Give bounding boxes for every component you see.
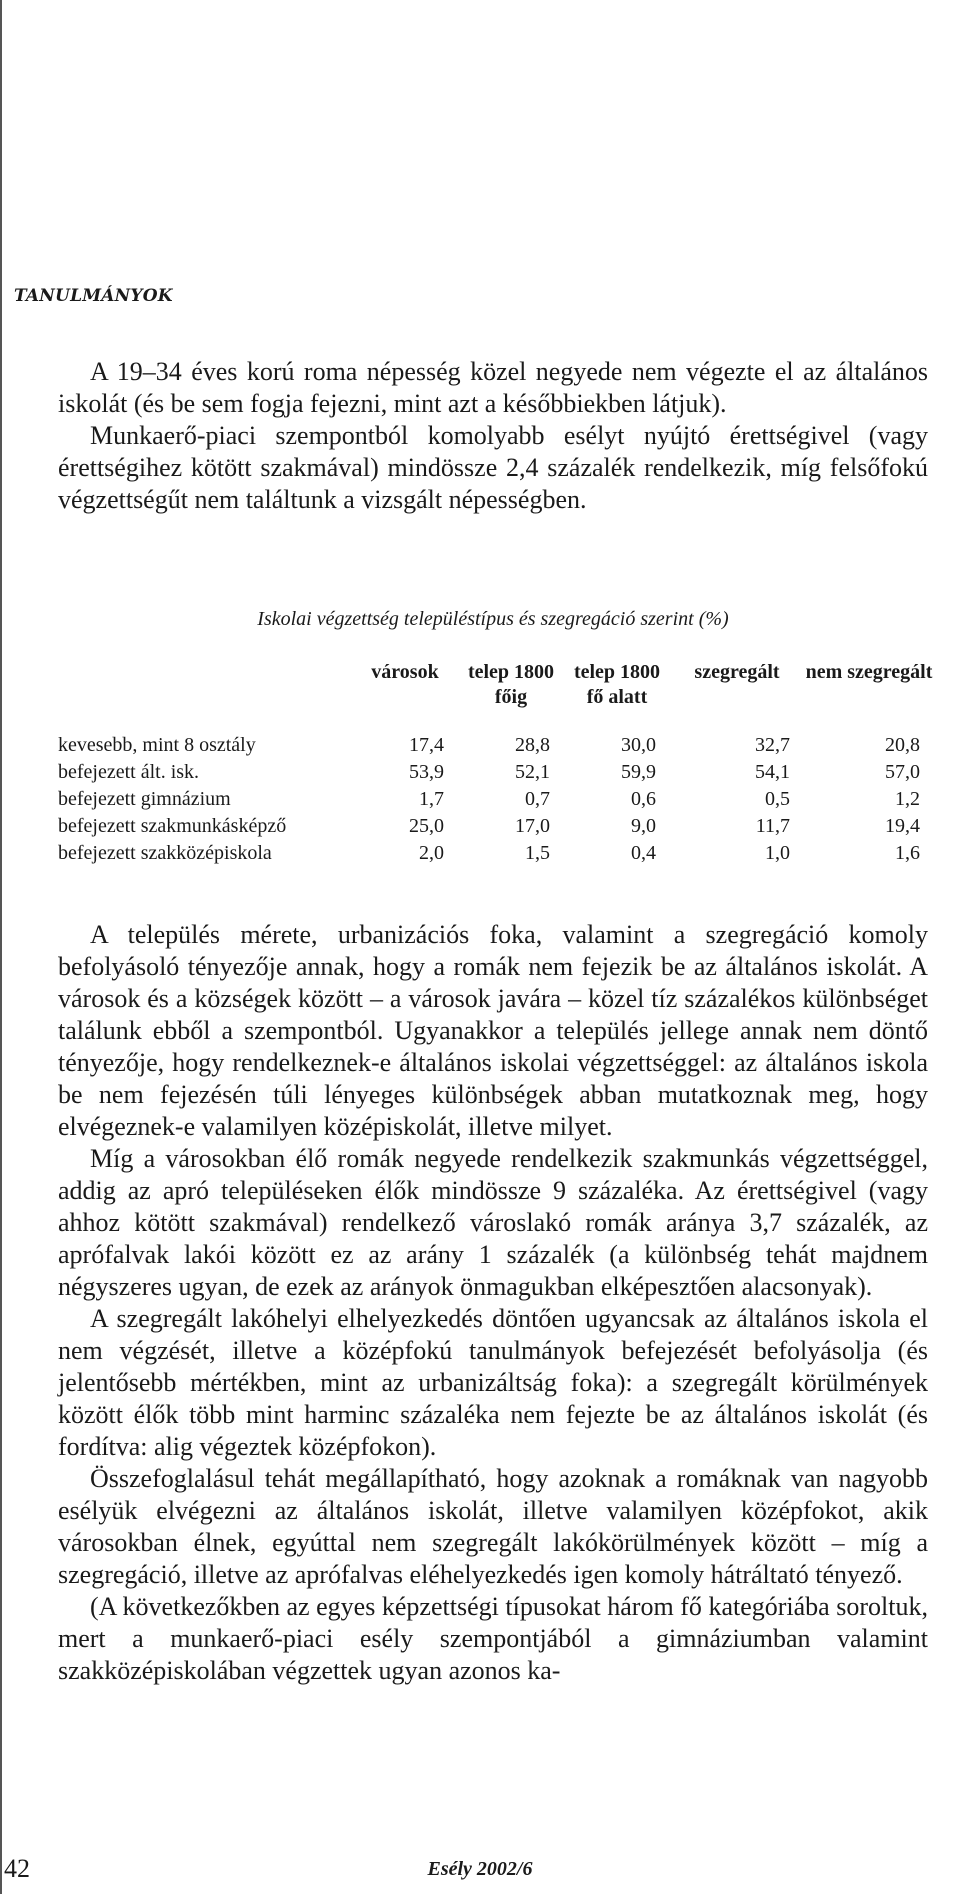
main-paragraph-2: Míg a városokban élő romák negyede rendelkezik szakmunkás végzettséggel, addig az apró településeken élők mindössze 9 százaléka. Az érettségivel (vagy ahhoz kötött szakmával) rendelkező városlakó romák aránya 3,7 százalék, az aprófalvak lakói között ez az arány 1 százalék (a különbség tehát majdnem négyszeres ugyan, de ezek az arányok önmagukban elképesztően alacsonyak).	[58, 1144, 928, 1301]
table-cell: 30,0	[621, 734, 656, 756]
table-cell: 25,0	[409, 815, 444, 837]
table-cell: 1,7	[419, 788, 444, 810]
intro-text	[58, 356, 928, 516]
table-cell: 57,0	[885, 761, 920, 783]
table-row	[58, 786, 934, 813]
intro-paragraph-1: A 19–34 éves korú roma népesség közel negyede nem végezte el az általános iskolát (és be sem fogja fejezni, mint azt a későbbiekben látjuk).	[58, 357, 928, 418]
table-cell: 0,7	[525, 788, 550, 810]
main-text	[58, 919, 928, 1687]
table-cell: 2,0	[419, 842, 444, 864]
table-row	[58, 813, 934, 840]
table-cell: 28,8	[515, 734, 550, 756]
table-header-cell: szegregált	[694, 661, 780, 683]
table-cell: 1,5	[525, 842, 550, 864]
main-paragraph-3: A szegregált lakóhelyi elhelyezkedés döntően ugyancsak az általános iskola el nem végzését, illetve a középfokú tanulmányok befejezését befolyásolja (és jelentősebb mértékben, mint az urbanizáltság foka): a szegregált körülmények között élők több mint harminc százaléka nem fejezte be az általános iskolát (és fordítva: alig végeztek középfokon).	[58, 1304, 928, 1461]
main-paragraph-5: (A következőkben az egyes képzettségi típusokat három fő kategóriába soroltuk, mert a munkaerő-piaci esély szempontjából a gimnáziumban valamint szakközépiskolában végzettek ugyan azonos ka-	[58, 1592, 928, 1685]
table-row	[58, 759, 934, 786]
journal-title: Esély 2002/6	[427, 1858, 533, 1880]
table-cell: 53,9	[409, 761, 444, 783]
table-header-cell: telep 1800 főig	[467, 661, 555, 708]
table-cell: 17,4	[409, 734, 444, 756]
table-header-cell: nem szegregált	[805, 661, 933, 683]
table-cell: 9,0	[631, 815, 656, 837]
table-cell: 0,5	[765, 788, 790, 810]
table-cell: 19,4	[885, 815, 920, 837]
education-table	[58, 660, 934, 867]
table-cell: 0,6	[631, 788, 656, 810]
table-cell: 0,4	[631, 842, 656, 864]
table-cell: 59,9	[621, 761, 656, 783]
table-cell: 1,0	[765, 842, 790, 864]
table-cell: 1,2	[895, 788, 920, 810]
page-left-border	[0, 0, 2, 1894]
row-label: befejezett szakmunkásképző	[58, 815, 287, 837]
row-label: befejezett gimnázium	[58, 788, 231, 810]
table-cell: 54,1	[755, 761, 790, 783]
table-row	[58, 732, 934, 759]
table-caption: Iskolai végzettség településtípus és szegregáció szerint (%)	[257, 608, 729, 630]
table-cell: 11,7	[755, 815, 790, 837]
intro-paragraph-2: Munkaerő-piaci szempontból komolyabb esélyt nyújtó érettségivel (vagy érettségihez kötött szakmával) mindössze 2,4 százalék rendelkezik, míg felsőfokú végzettségűt nem találtunk a vizsgált népességben.	[58, 421, 928, 514]
table-cell: 1,6	[895, 842, 920, 864]
table-header-cell: városok	[371, 661, 439, 683]
table-header-cell: telep 1800 fő alatt	[573, 661, 661, 708]
table-cell: 52,1	[515, 761, 550, 783]
table-cell: 20,8	[885, 734, 920, 756]
row-label: kevesebb, mint 8 osztály	[58, 734, 256, 756]
page-number: 42	[4, 1854, 30, 1883]
row-label: befejezett szakközépiskola	[58, 842, 272, 864]
table-header-row	[58, 660, 934, 732]
table-header-empty	[58, 660, 352, 732]
table-row	[58, 840, 934, 867]
main-paragraph-1: A település mérete, urbanizációs foka, valamint a szegregáció komoly befolyásoló tényezője annak, hogy a romák nem fejezik be az általános iskolát. A városok és a községek között – a városok javára – közel tíz százalékos különbséget találunk ebből a szempontból. Ugyanakkor a település jellege annak nem döntő tényezője, hogy rendelkeznek-e általános iskolai végzettséggel: az általános iskola be nem fejezésén túli lényeges különbségek abban mutatkoznak meg, hogy elvégeznek-e valamilyen középiskolát, illetve milyet.	[58, 920, 928, 1141]
main-paragraph-4: Összefoglalásul tehát megállapítható, hogy azoknak a romáknak van nagyobb esélyük elvégezni az általános iskolát, illetve valamilyen középfokot, akik városokban élnek, egyúttal nem szegregált lakókörülmények között – míg a szegregáció, illetve az aprófalvas eléhelyezkedés igen komoly hátráltató tényező.	[58, 1464, 928, 1589]
section-header: TANULMÁNYOK	[14, 286, 173, 306]
table-cell: 32,7	[755, 734, 790, 756]
table-cell: 17,0	[515, 815, 550, 837]
row-label: befejezett ált. isk.	[58, 761, 200, 783]
